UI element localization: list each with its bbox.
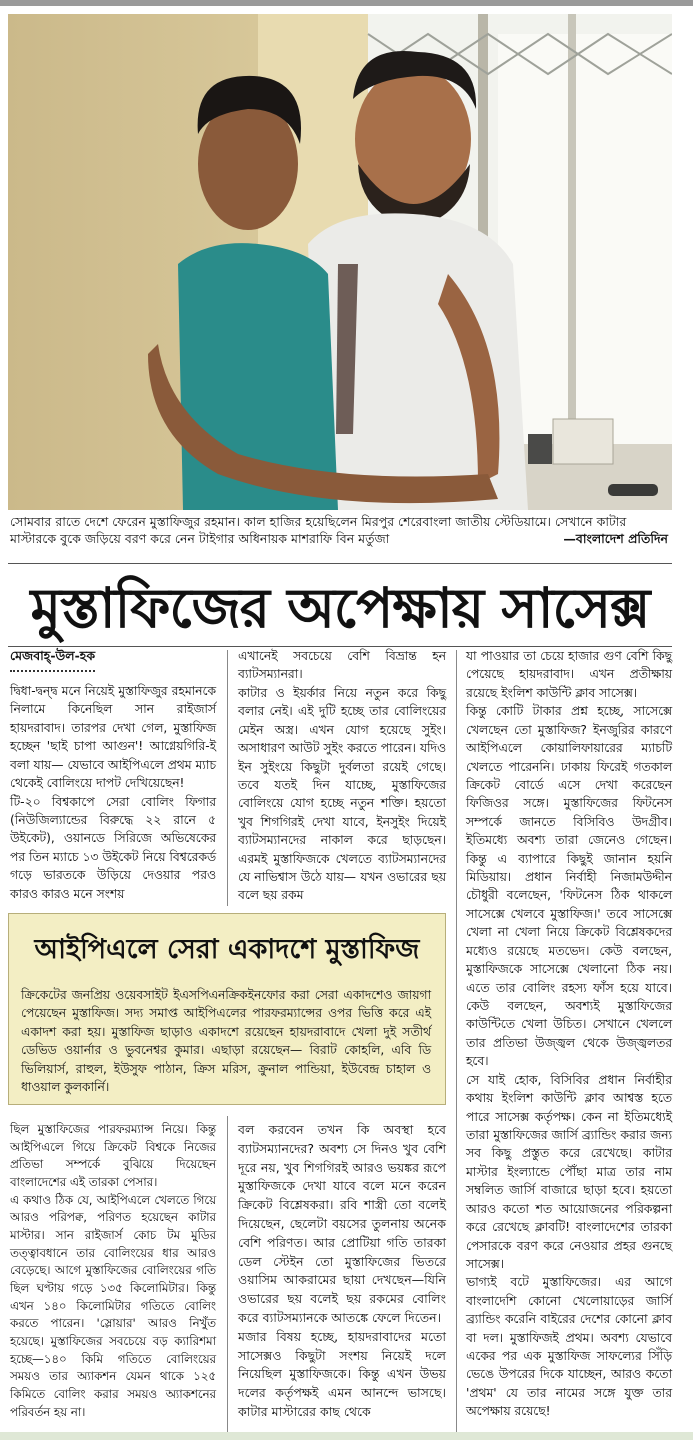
paragraph: এখানেই সবচেয়ে বেশি বিভ্রান্ত হন ব্যাটসম্যানরা। xyxy=(238,649,446,682)
bottom-border xyxy=(0,1432,693,1440)
paragraph: যা পাওয়ার তা চেয়ে হাজার গুণ বেশি কিছু পেয়েছে হায়দরাবাদ। এখন প্রতীক্ষায় রয়েছে ইংলিশ কাউন্টি ক্লাব সাসেক্স। xyxy=(466,649,672,700)
article-column-1 xyxy=(10,682,216,903)
article-column-2-lower xyxy=(238,1121,446,1422)
paragraph: ভাগ্যই বটে মুস্তাফিজের। এর আগে বাংলাদেশি কোনো খেলোয়াড়ের জার্সি ব্র্যান্ডিং করেনি বাইরের দেশের কোনো ক্লাব বা দল। মুস্তাফিজই প্রথম। অবশ্য যেভাবে একের পর এক মুস্তাফিজ সাফল্যের সিঁড়ি ভেঙে উপরের দিকে যাচ্ছেন, আরও কতো 'প্রথম' যে তার নামের সঙ্গে যুক্ত তার অপেক্ষায় রয়েছে! xyxy=(466,1275,672,1419)
divider xyxy=(8,563,672,564)
paragraph: এ কথাও ঠিক যে, আইপিএলে খেলতে গিয়ে আরও পরিপক্ব, পরিণত হয়েছেন কাটার মাস্টার। সান রাইজার্স কোচ টম মুডির তত্ত্বাবধানে তার বোলিংয়ের ধার আরও বেড়েছে। আগে মুস্তাফিজের বোলিংয়ের গতি ছিল ঘণ্টায় গড়ে ১৩৫ কিলোমিটার। কিন্তু এখন ১৪০ কিলোমিটার গতিতে বোলিং করতে পারেন। 'স্লোয়ার' আরও নিখুঁত হয়েছে। মুস্তাফিজের সবচেয়ে বড় ক্যারিশমা হচ্ছে—১৪০ কিমি গতিতে বোলিংয়ের সময়ও তার অ্যাকশন যেমন থাকে ১২৫ কিমিতে বোলিং করার সময়ও অ্যাকশনের পরিবর্তন হয় না। xyxy=(10,1192,216,1419)
photo-illustration xyxy=(8,14,672,510)
sidebar-body: ক্রিকেটের জনপ্রিয় ওয়েবসাইট ইএসপিএনক্রিকইনফোর করা সেরা একাদশেও জায়গা পেয়েছেন মুস্তাফিজ। সদ্য সমাপ্ত আইপিএলের পারফরম্যান্সের ওপর ভিত্তি করে এই একাদশ করা হয়। মুস্তাফিজ ছাড়াও একাদশে রয়েছেন হায়দরাবাদে খেলা দুই সতীর্থ ডেভিড ওয়ার্নার ও ভুবনেশ্বর কুমার। এছাড়া রয়েছেন— বিরাট কোহলি, এবি ডি ভিলিয়ার্স, রাহুল, ইউসুফ পাঠান, ক্রিস মরিস, ক্রুনাল পান্ডিয়া, ইউবেন্দ্র চাহাল ও ধাওয়াল কুলকার্নি। xyxy=(21,988,431,1095)
paragraph: মজার বিষয় হচ্ছে, হায়দরাবাদের মতো সাসেক্সও কিছুটা সংশয় নিয়েই দলে নিয়েছিল মুস্তাফিজকে। কিন্তু এখন উভয় দলের কর্তৃপক্ষই এমন আনন্দে ভাসছে। কাটার মাস্টারের কাছ থেকে xyxy=(238,1328,446,1419)
paragraph: দ্বিধা-দ্বন্দ্ব মনে নিয়েই মুস্তাফিজুর রহমানকে নিলামে কিনেছিল সান রাইজার্স হায়দরাবাদ। তারপর দেখা গেল, মুস্তাফিজ হচ্ছেন 'ছাই চাপা আগুন'! আগ্নেয়গিরি-ই বলা যায়— যেভাবে আইপিএলে প্রথম ম্যাচ থেকেই বোলিংয়ে দাপট দেখিয়েছেন! xyxy=(10,684,216,791)
paragraph: ছিল মুস্তাফিজের পারফরম্যান্স নিয়ে। কিন্তু আইপিএলে গিয়ে ক্রিকেট বিশ্বকে নিজের প্রতিভা সম্পর্কে বুঝিয়ে দিয়েছেন বাংলাদেশের এই তারকা পেসার। xyxy=(10,1122,216,1190)
paragraph: বল করবেন তখন কি অবস্থা হবে ব্যাটসম্যানদের? অবশ্য সে দিনও খুব বেশি দূরে নয়, খুব শিগগিরই আরও ভয়ঙ্কর রূপে মুস্তাফিজকে দেখা যাবে বলে মনে করেন ক্রিকেট বিশ্লেষকরা। রবি শাস্ত্রী তো বলেই দিয়েছেন, ছেলেটা বয়সের তুলনায় অনেক বেশি পরিণত। আর প্রোটিয়া গতি তারকা ডেল স্টেইন তো মুস্তাফিজের ভিতরে ওয়াসিম আকরামের ছায়া দেখছেন—যিনি ওভারের ছয় বলেই ছয় রকমের বোলিং করে ব্যাটসম্যানকে আতঙ্কে ফেলে দিতেন। xyxy=(238,1122,446,1325)
paragraph: সে যাই হোক, বিসিবির প্রধান নির্বাহীর কথায় ইংলিশ কাউন্টি ক্লাব আশ্বস্ত হতে পারে সাসেক্স কর্তৃপক্ষ। কেন না ইতিমধ্যেই তারা মুস্তাফিজের জার্সি ব্র্যান্ডিং করার জন্য সব কিছু প্রস্তুত করে রেখেছে। কাটার মাস্টার ইংল্যান্ডে পৌঁছা মাত্র তার নাম সম্বলিত জার্সি বাজারে ছাড়া হবে। হয়তো আরও কতো শত আয়োজনের পরিকল্পনা করে রেখেছে ক্লাবটি! বাংলাদেশের তারকা পেসারকে বরণ করে নেওয়ার প্রহর গুনছে সাসেক্স। xyxy=(466,1072,672,1271)
photo-caption xyxy=(10,513,670,547)
paragraph: কিন্তু কোটি টাকার প্রশ্ন হচ্ছে, সাসেক্সে খেলছেন তো মুস্তাফিজ? ইনজুরির কারণে আইপিএলে কোয়ালিফায়ারের ম্যাচটি খেলতে পারেননি। ঢাকায় ফিরেই গতকাল ক্রিকেট বোর্ডে এসে দেখা করেছেন ফিজিওর সঙ্গে। মুস্তাফিজের ফিটনেস সম্পর্কে জানতে বিসিবিও উদগ্রীব। ইতিমধ্যে অবশ্য তারা জেনেও গেছেন। কিন্তু এ ব্যাপারে কিছুই জানান হয়নি মিডিয়ায়। প্রধান নির্বাহী নিজামউদ্দীন চৌধুরী বলেছেন, 'ফিটনেস ঠিক থাকলে সাসেক্সে খেলবে মুস্তাফিজ।' তবে সাসেক্সে খেলা না খেলা নিয়ে ক্রিকেট বিশ্লেষকদের মধ্যেও রয়েছে মতভেদ। কেউ বলছেন, মুস্তাফিজকে সাসেক্সে খেলানো ঠিক নয়। এতে তার বোলিং রহস্য ফাঁস হয়ে যাবে। কেউ বলছেন, অবশ্যই মুস্তাফিজের কাউন্টিতে খেলা উচিত। সেখানে খেললে তার প্রতিভা উজ্জ্বল থেকে উজ্জ্বলতর হবে। xyxy=(466,704,672,1069)
sidebar-box xyxy=(8,913,446,1105)
top-border xyxy=(0,0,693,6)
column-divider xyxy=(456,650,457,1432)
paragraph: টি-২০ বিশ্বকাপে সেরা বোলিং ফিগার (নিউজিল্যান্ডের বিরুদ্ধে ২২ রানে ৫ উইকেট), ওয়ানডে সিরিজে অভিষেকের পর তিন ম্যাচে ১৩ উইকেট নিয়ে বিশ্বরেকর্ড গড়ে ভারতকে উড়িয়ে দেওয়ার পরও কারও কারও মনে সংশয় xyxy=(10,794,216,901)
news-photo xyxy=(8,14,672,510)
article-column-1-lower xyxy=(10,1121,216,1421)
byline: মেজবাহ্-উল-হক xyxy=(10,648,95,672)
headline: মুস্তাফিজের অপেক্ষায় সাসেক্স xyxy=(30,575,650,640)
article-column-2 xyxy=(238,647,446,905)
column-divider xyxy=(227,1116,228,1432)
article-column-3 xyxy=(466,647,672,1421)
photo-credit: —বাংলাদেশ প্রতিদিন xyxy=(563,531,668,546)
column-divider xyxy=(227,650,228,906)
paragraph: কাটার ও ইয়র্কার নিয়ে নতুন করে কিছু বলার নেই। এই দুটি হচ্ছে তার বোলিংয়ের মেইন অস্ত্র। এখন যোগ হয়েছে সুইং। অসাধারণ আউট সুইং করতে পারেন। যদিও ইন সুইংয়ে কিছুটা দুর্বলতা রয়েই গেছে। তবে যতই দিন যাচ্ছে, মুস্তাফিজের বোলিংয়ে যোগ হচ্ছে নতুন শক্তি। হয়তো খুব শিগগিরই দেখা যাবে, ইনসুইং দিয়েই ব্যাটসম্যানদের নাকাল করে ছাড়ছেন। এরমই মুস্তাফিজকে খেলতে ব্যাটসম্যানদের যে নাভিশ্বাস উঠে যায়— যখন ওভারের ছয় বলে ছয় রকম xyxy=(238,685,446,903)
sidebar-title: আইপিএলে সেরা একাদশে মুস্তাফিজ xyxy=(34,934,420,965)
caption-text: সোমবার রাতে দেশে ফেরেন মুস্তাফিজুর রহমান। কাল হাজির হয়েছিলেন মিরপুর শেরেবাংলা জাতীয় স্টেডিয়ামে। সেখানে কাটার মাস্টারকে বুকে জড়িয়ে বরণ করে নেন টাইগার অধিনায়ক মাশরাফি বিন মর্তুজা xyxy=(10,514,627,546)
